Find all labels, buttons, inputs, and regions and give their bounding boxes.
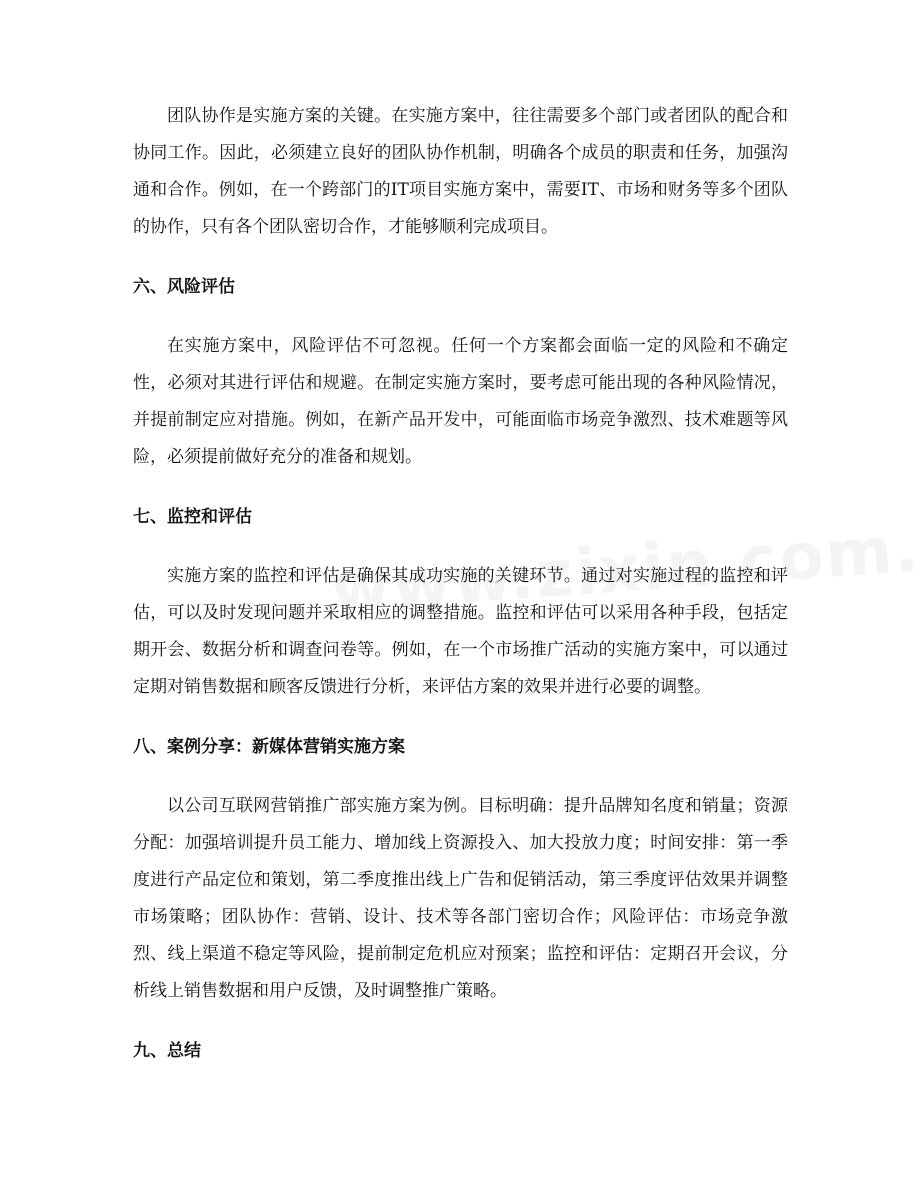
document-body (133, 98, 788, 1070)
spacer (133, 306, 788, 328)
spacer (133, 246, 788, 269)
spacer (133, 476, 788, 499)
section-heading-case: 八、案例分享：新媒体营销实施方案 (133, 737, 405, 757)
spacer (133, 1010, 788, 1033)
section-heading-monitoring: 七、监控和评估 (133, 507, 252, 527)
paragraph-risk: 在实施方案中，风险评估不可忽视。任何一个方案都会面临一定的风险和不确定性，必须对其进行评估和规避。在制定实施方案时，要考虑可能出现的各种风险情况，并提前制定应对措施。例如，在新产品开发中，可能面临市场竞争激烈、技术难题等风险，必须提前做好充分的准备和规划。 (133, 336, 788, 467)
section-heading-risk: 六、风险评估 (133, 277, 235, 297)
spacer (133, 706, 788, 729)
paragraph-teamwork: 团队协作是实施方案的关键。在实施方案中，往往需要多个部门或者团队的配合和协同工作。因此，必须建立良好的团队协作机制，明确各个成员的职责和任务，加强沟通和合作。例如，在一个跨部门的IT项目实施方案中，需要IT、市场和财务等多个团队的协作，只有各个团队密切合作，才能够顺利完成项目。 (133, 106, 788, 237)
paragraph-monitoring: 实施方案的监控和评估是确保其成功实施的关键环节。通过对实施过程的监控和评估，可以及时发现问题并采取相应的调整措施。监控和评估可以采用各种手段，包括定期开会、数据分析和调查问卷等。例如，在一个市场推广活动的实施方案中，可以通过定期对销售数据和顾客反馈进行分析，来评估方案的效果并进行必要的调整。 (133, 566, 788, 697)
spacer (133, 766, 788, 788)
paragraph-case: 以公司互联网营销推广部实施方案为例。目标明确：提升品牌知名度和销量；资源分配：加强培训提升员工能力、增加线上资源投入、加大投放力度；时间安排：第一季度进行产品定位和策划，第二季度推出线上广告和促销活动，第三季度评估效果并调整市场策略；团队协作：营销、设计、技术等各部门密切合作；风险评估：市场竞争激烈、线上渠道不稳定等风险，提前制定危机应对预案；监控和评估：定期召开会议，分析线上销售数据和用户反馈，及时调整推广策略。 (133, 796, 788, 1001)
spacer (133, 536, 788, 558)
section-heading-summary: 九、总结 (133, 1041, 201, 1061)
